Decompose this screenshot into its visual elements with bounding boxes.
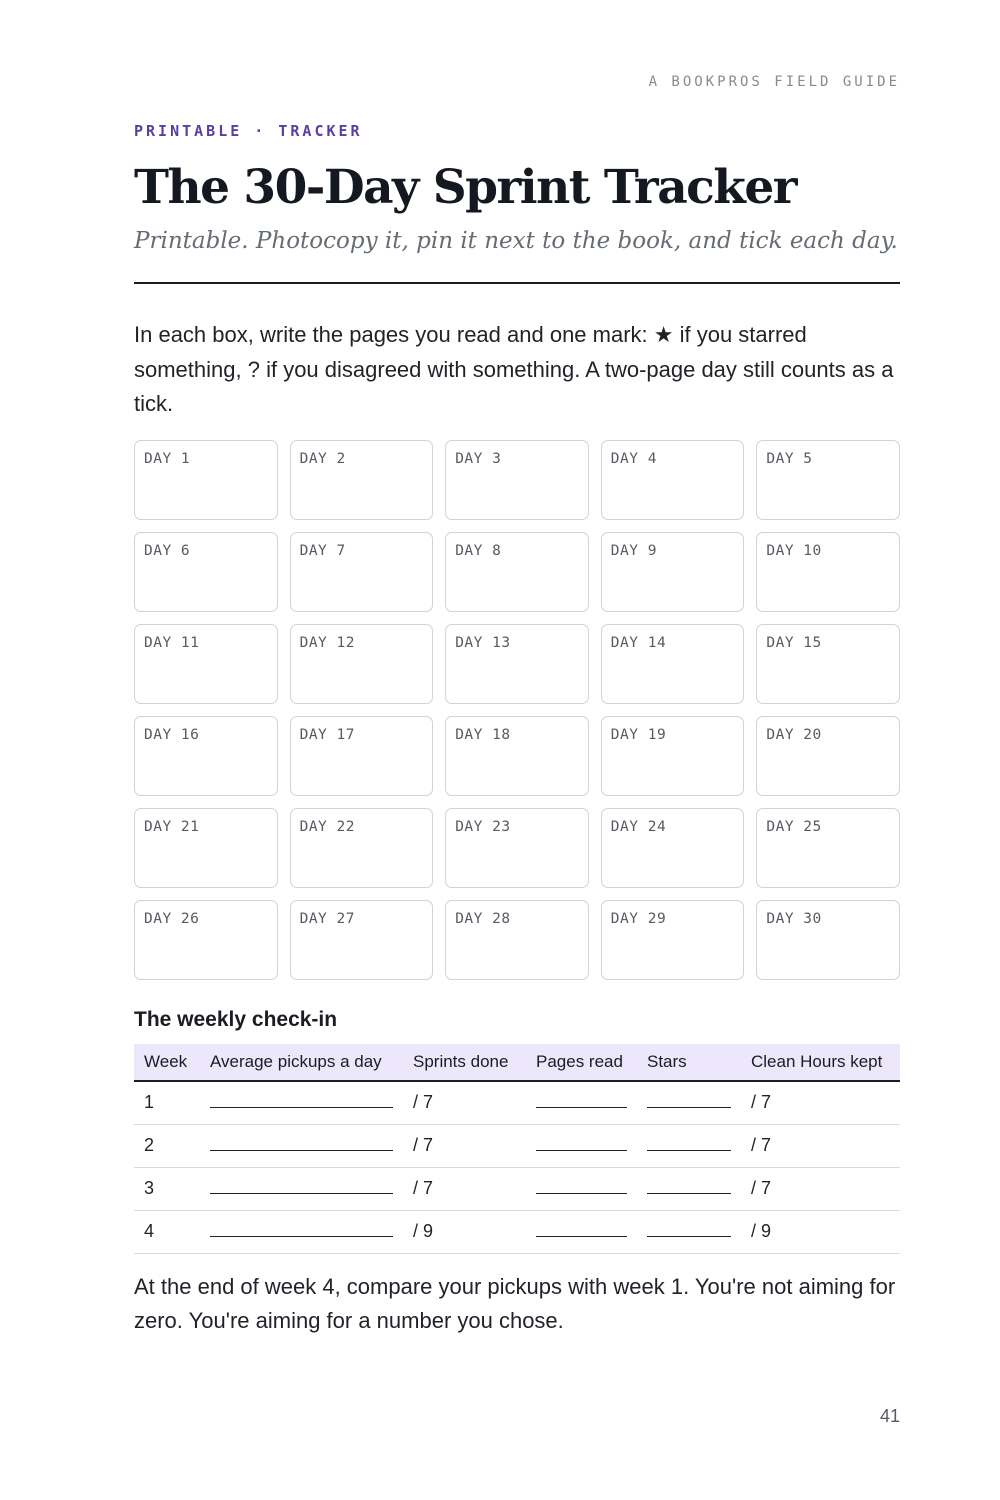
write-in-line[interactable] xyxy=(536,1149,627,1151)
subtitle: Printable. Photocopy it, pin it next to the book, and tick each day. xyxy=(134,228,898,254)
table-row xyxy=(134,1167,900,1210)
clean-hours-cell[interactable]: / 7 xyxy=(741,1124,900,1167)
checkin-table xyxy=(134,1044,900,1254)
day-box[interactable] xyxy=(756,716,900,796)
day-box[interactable] xyxy=(445,808,589,888)
kicker: PRINTABLE · TRACKER xyxy=(134,122,363,140)
day-box[interactable] xyxy=(134,624,278,704)
pages-cell[interactable] xyxy=(526,1081,637,1125)
day-box[interactable] xyxy=(445,900,589,980)
day-label: DAY 29 xyxy=(610,910,667,927)
day-label: DAY 3 xyxy=(455,450,502,467)
day-box[interactable] xyxy=(756,900,900,980)
write-in-line[interactable] xyxy=(647,1106,731,1108)
write-in-line[interactable] xyxy=(210,1149,393,1151)
content xyxy=(134,120,900,1339)
sprints-cell[interactable]: / 7 xyxy=(403,1167,526,1210)
week-cell: 3 xyxy=(134,1167,200,1210)
clean-hours-cell[interactable]: / 7 xyxy=(741,1167,900,1210)
clean-hours-cell[interactable]: / 9 xyxy=(741,1210,900,1253)
day-label: DAY 24 xyxy=(610,818,667,835)
day-label: DAY 12 xyxy=(299,634,355,651)
week-cell: 1 xyxy=(134,1081,200,1125)
day-box[interactable] xyxy=(756,808,900,888)
day-label: DAY 14 xyxy=(610,634,667,651)
day-label: DAY 30 xyxy=(766,910,822,927)
day-label: DAY 8 xyxy=(455,542,502,559)
day-label: DAY 20 xyxy=(766,726,822,743)
divider xyxy=(134,282,900,284)
day-label: DAY 25 xyxy=(766,818,822,835)
table-row xyxy=(134,1124,900,1167)
day-box[interactable] xyxy=(601,900,745,980)
day-label: DAY 4 xyxy=(610,450,657,467)
write-in-line[interactable] xyxy=(647,1149,731,1151)
day-box[interactable] xyxy=(601,624,745,704)
day-label: DAY 13 xyxy=(455,634,511,651)
day-box[interactable] xyxy=(134,440,278,520)
table-row xyxy=(134,1210,900,1253)
write-in-line[interactable] xyxy=(210,1192,393,1194)
day-label: DAY 7 xyxy=(299,542,346,559)
intro-paragraph: In each box, write the pages you read and one mark: ★ if you starred something, ? if you disagreed with something. A two-page day still counts as a tick. xyxy=(134,322,894,416)
day-box[interactable] xyxy=(290,900,434,980)
day-box[interactable] xyxy=(134,716,278,796)
day-label: DAY 16 xyxy=(144,726,200,743)
day-box[interactable] xyxy=(445,440,589,520)
day-label: DAY 28 xyxy=(455,910,511,927)
day-label: DAY 22 xyxy=(299,818,355,835)
day-box[interactable] xyxy=(445,624,589,704)
stars-cell[interactable] xyxy=(637,1081,741,1125)
day-box[interactable] xyxy=(290,624,434,704)
day-box[interactable] xyxy=(756,532,900,612)
write-in-line[interactable] xyxy=(536,1192,627,1194)
column-header-stars: Stars xyxy=(637,1044,741,1081)
running-head: A BOOKPROS FIELD GUIDE xyxy=(648,74,900,90)
day-box[interactable] xyxy=(601,716,745,796)
pickups-cell[interactable] xyxy=(200,1210,403,1253)
write-in-line[interactable] xyxy=(536,1106,627,1108)
column-header-sprints: Sprints done xyxy=(403,1044,526,1081)
day-box[interactable] xyxy=(134,900,278,980)
pages-cell[interactable] xyxy=(526,1210,637,1253)
day-label: DAY 27 xyxy=(299,910,355,927)
pickups-cell[interactable] xyxy=(200,1081,403,1125)
day-label: DAY 6 xyxy=(144,542,191,559)
day-label: DAY 9 xyxy=(610,542,657,559)
page-number: 41 xyxy=(879,1406,900,1426)
clean-hours-cell[interactable]: / 7 xyxy=(741,1081,900,1125)
week-cell: 2 xyxy=(134,1124,200,1167)
day-label: DAY 26 xyxy=(144,910,200,927)
day-label: DAY 19 xyxy=(610,726,667,743)
write-in-line[interactable] xyxy=(536,1235,627,1237)
week-cell: 4 xyxy=(134,1210,200,1253)
day-box[interactable] xyxy=(756,624,900,704)
write-in-line[interactable] xyxy=(210,1106,393,1108)
stars-cell[interactable] xyxy=(637,1167,741,1210)
write-in-line[interactable] xyxy=(210,1235,393,1237)
pages-cell[interactable] xyxy=(526,1124,637,1167)
write-in-line[interactable] xyxy=(647,1235,731,1237)
write-in-line[interactable] xyxy=(647,1192,731,1194)
day-box[interactable] xyxy=(290,716,434,796)
page-title: The 30-Day Sprint Tracker xyxy=(134,160,796,215)
column-header-week: Week xyxy=(134,1044,200,1081)
stars-cell[interactable] xyxy=(637,1210,741,1253)
day-box[interactable] xyxy=(601,808,745,888)
column-header-clean-hours: Clean Hours kept xyxy=(741,1044,900,1081)
day-box[interactable] xyxy=(756,440,900,520)
day-label: DAY 11 xyxy=(144,634,200,651)
day-label: DAY 17 xyxy=(299,726,355,743)
day-box[interactable] xyxy=(290,440,434,520)
stars-cell[interactable] xyxy=(637,1124,741,1167)
day-box[interactable] xyxy=(445,716,589,796)
day-box[interactable] xyxy=(134,808,278,888)
sprints-cell[interactable]: / 7 xyxy=(403,1081,526,1125)
day-label: DAY 5 xyxy=(766,450,813,467)
day-box[interactable] xyxy=(445,532,589,612)
sprints-cell[interactable]: / 7 xyxy=(403,1124,526,1167)
column-header-pages: Pages read xyxy=(526,1044,637,1081)
outro-paragraph: At the end of week 4, compare your pickups with week 1. You're not aiming for zero. You're aiming for a number you chose. xyxy=(134,1273,896,1333)
day-box[interactable] xyxy=(290,532,434,612)
day-box[interactable] xyxy=(290,808,434,888)
checkin-body xyxy=(134,1081,900,1254)
pickups-cell[interactable] xyxy=(200,1167,403,1210)
day-label: DAY 18 xyxy=(455,726,511,743)
day-label: DAY 15 xyxy=(766,634,822,651)
day-label: DAY 2 xyxy=(299,450,346,467)
day-label: DAY 1 xyxy=(144,450,191,467)
sprints-cell[interactable]: / 9 xyxy=(403,1210,526,1253)
checkin-header-row xyxy=(134,1044,900,1081)
pickups-cell[interactable] xyxy=(200,1124,403,1167)
checkin-heading: The weekly check-in xyxy=(134,1007,338,1031)
day-label: DAY 21 xyxy=(144,818,200,835)
day-box[interactable] xyxy=(601,440,745,520)
table-row xyxy=(134,1081,900,1125)
day-label: DAY 23 xyxy=(455,818,511,835)
day-box[interactable] xyxy=(601,532,745,612)
day-grid xyxy=(134,440,900,980)
pages-cell[interactable] xyxy=(526,1167,637,1210)
column-header-pickups: Average pickups a day xyxy=(200,1044,403,1081)
day-box[interactable] xyxy=(134,532,278,612)
day-label: DAY 10 xyxy=(766,542,822,559)
